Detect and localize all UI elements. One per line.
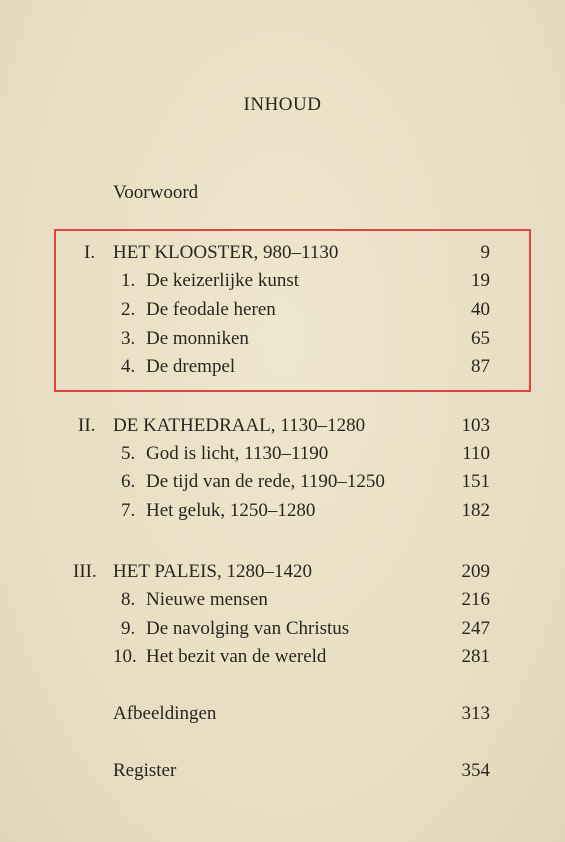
preface-entry: Voorwoord [113,182,199,203]
chapter-page: 182 [461,500,490,521]
chapter-number: 6. [121,471,136,492]
part-page: 209 [461,561,490,582]
chapter-title: God is licht, 1130–1190 [146,443,329,464]
chapter-page: 151 [461,471,490,492]
part-numeral: I. [84,242,96,263]
chapter-number: 5. [121,443,136,464]
chapter-number: 4. [121,356,136,377]
chapter-page: 110 [462,443,490,464]
part-page: 9 [480,242,490,263]
chapter-number: 8. [121,589,136,610]
part-title: HET PALEIS, 1280–1420 [113,561,312,582]
part-numeral: II. [78,415,96,436]
chapter-number: 2. [121,299,136,320]
chapter-page: 40 [471,299,490,320]
chapter-title: De keizerlijke kunst [146,270,300,291]
chapter-page: 247 [461,618,490,639]
chapter-page: 87 [471,356,490,377]
part-page: 103 [461,415,490,436]
chapter-number: 9. [121,618,136,639]
chapter-number: 3. [121,328,136,349]
page-title: INHOUD [243,94,322,115]
chapter-title: Nieuwe mensen [146,589,268,610]
chapter-page: 216 [461,589,490,610]
chapter-number: 7. [121,500,136,521]
chapter-title: De navolging van Christus [146,618,350,639]
chapter-title: Het geluk, 1250–1280 [146,500,316,521]
chapter-title: De monniken [146,328,249,349]
chapter-page: 281 [461,646,490,667]
chapter-number: 1. [121,270,136,291]
back-matter-page: 354 [461,760,490,781]
chapter-page: 65 [471,328,490,349]
chapter-title: De feodale heren [146,299,276,320]
chapter-title: De drempel [146,356,236,377]
highlight-box [54,229,531,392]
chapter-number: 10. [113,646,137,667]
part-numeral: III. [73,561,97,582]
back-matter-entry: Afbeeldingen [113,703,217,724]
chapter-page: 19 [471,270,490,291]
chapter-title: Het bezit van de wereld [146,646,327,667]
chapter-title: De tijd van de rede, 1190–1250 [146,471,385,492]
part-title: HET KLOOSTER, 980–1130 [113,242,339,263]
part-title: DE KATHEDRAAL, 1130–1280 [113,415,366,436]
back-matter-page: 313 [461,703,490,724]
back-matter-entry: Register [113,760,177,781]
